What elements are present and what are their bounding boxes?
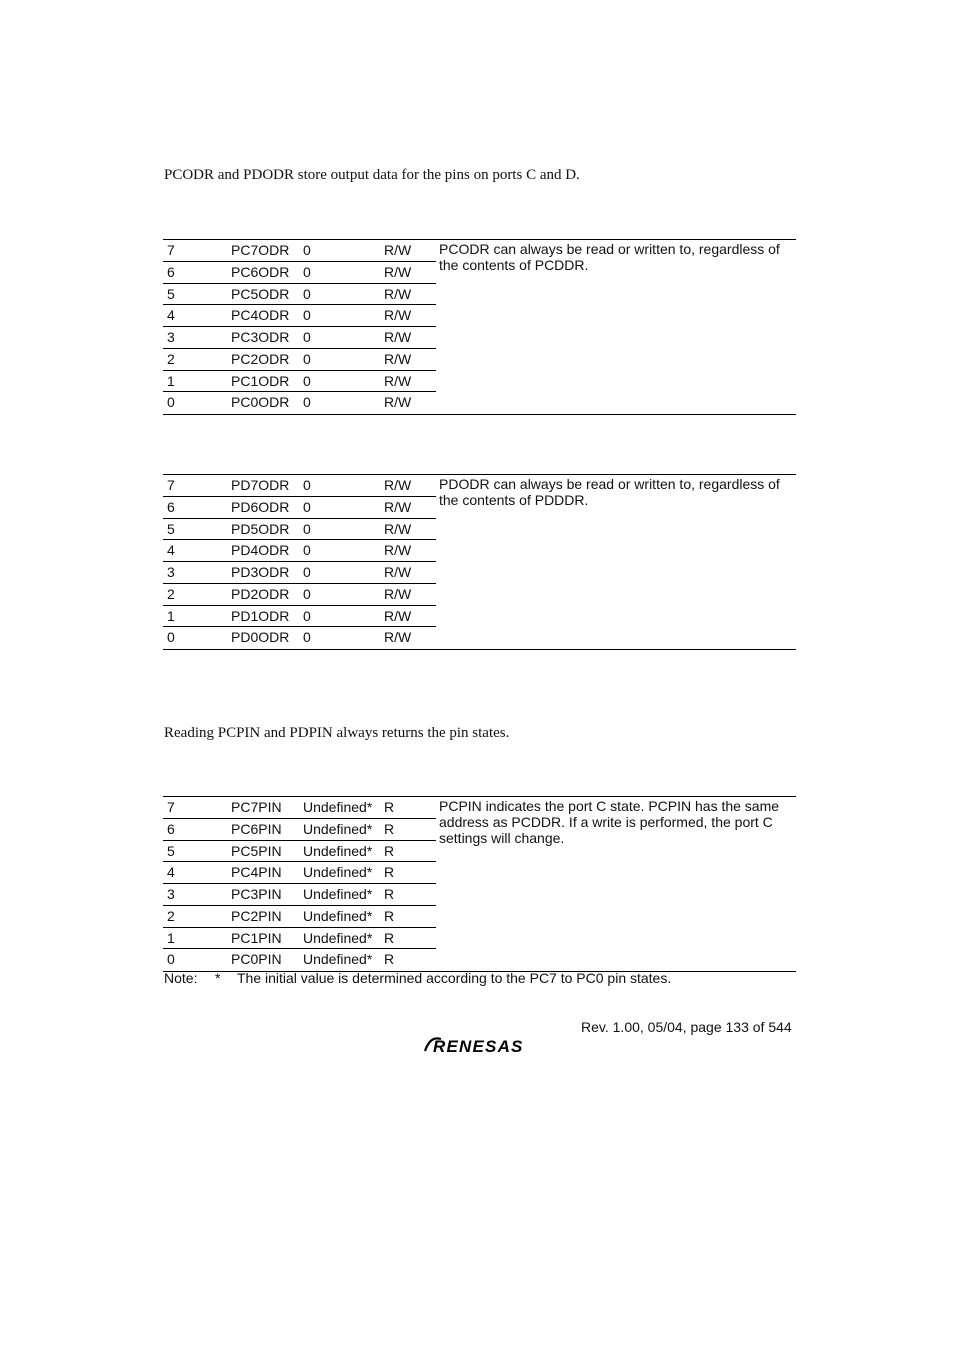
table-row xyxy=(163,519,796,541)
register-table-pcpin xyxy=(163,796,796,972)
initial-value: 0 xyxy=(303,350,311,367)
bit-number: 0 xyxy=(167,951,175,968)
table-row xyxy=(163,884,796,906)
table-row xyxy=(163,906,796,928)
table-row xyxy=(163,240,796,262)
bit-number: 2 xyxy=(167,350,175,367)
initial-value: 0 xyxy=(303,629,311,646)
register-table-pdodr xyxy=(163,474,796,650)
bit-number: 4 xyxy=(167,307,175,324)
initial-value: 0 xyxy=(303,542,311,559)
table-row xyxy=(163,284,796,306)
read-write: R/W xyxy=(384,307,412,324)
bit-number: 5 xyxy=(167,842,175,859)
bit-number: 6 xyxy=(167,498,175,515)
table-row xyxy=(163,392,796,414)
renesas-logo xyxy=(421,1033,543,1057)
bit-name: PD2ODR xyxy=(231,585,290,602)
read-write: R/W xyxy=(384,520,412,537)
bit-number: 3 xyxy=(167,886,175,902)
bit-name: PC0PIN xyxy=(231,951,282,968)
bit-number: 1 xyxy=(167,929,175,946)
bit-number: 5 xyxy=(167,285,175,302)
bit-number: 1 xyxy=(167,607,175,624)
read-write: R xyxy=(384,864,395,881)
initial-value: 0 xyxy=(303,520,311,537)
table-row xyxy=(163,584,796,606)
bit-name: PC4ODR xyxy=(231,307,290,324)
read-write: R/W xyxy=(384,542,412,559)
bit-name: PC2PIN xyxy=(231,907,282,924)
bit-number: 7 xyxy=(167,242,175,258)
table-row xyxy=(163,305,796,327)
note-asterisk: * xyxy=(215,970,221,986)
bit-name: PC5ODR xyxy=(231,285,290,302)
bit-number: 7 xyxy=(167,799,175,815)
table-row xyxy=(163,475,796,497)
initial-value: Undefined* xyxy=(303,929,373,946)
initial-value: 0 xyxy=(303,607,311,624)
logo-wordmark: RENESAS xyxy=(433,1037,524,1056)
bit-name: PC1ODR xyxy=(231,372,290,389)
initial-value: 0 xyxy=(303,498,311,515)
read-write: R/W xyxy=(384,350,412,367)
bit-number: 0 xyxy=(167,394,175,411)
table-row xyxy=(163,327,796,349)
table-row xyxy=(163,819,796,841)
bit-number: 3 xyxy=(167,564,175,580)
read-write: R xyxy=(384,886,395,902)
bit-name: PC1PIN xyxy=(231,929,282,946)
paragraph-pin-intro: Reading PCPIN and PDPIN always returns the pin states. xyxy=(164,725,510,741)
read-write: R/W xyxy=(384,329,412,345)
read-write: R/W xyxy=(384,372,412,389)
initial-value: 0 xyxy=(303,242,311,258)
table-row xyxy=(163,627,796,649)
bit-number: 6 xyxy=(167,263,175,280)
initial-value: Undefined* xyxy=(303,799,373,815)
initial-value: Undefined* xyxy=(303,886,373,902)
read-write: R xyxy=(384,842,395,859)
table-row xyxy=(163,371,796,393)
bit-name: PD1ODR xyxy=(231,607,290,624)
bit-number: 1 xyxy=(167,372,175,389)
read-write: R/W xyxy=(384,564,412,580)
initial-value: 0 xyxy=(303,285,311,302)
bit-number: 7 xyxy=(167,477,175,493)
initial-value: 0 xyxy=(303,394,311,411)
table-row xyxy=(163,497,796,519)
initial-value: 0 xyxy=(303,307,311,324)
bit-name: PC3PIN xyxy=(231,886,282,902)
initial-value: Undefined* xyxy=(303,842,373,859)
read-write: R/W xyxy=(384,285,412,302)
bit-name: PD7ODR xyxy=(231,477,290,493)
bit-number: 4 xyxy=(167,542,175,559)
bit-name: PC0ODR xyxy=(231,394,290,411)
read-write: R xyxy=(384,820,395,837)
note-text: The initial value is determined according to the PC7 to PC0 pin states. xyxy=(237,970,672,986)
table-row xyxy=(163,841,796,863)
bit-number: 0 xyxy=(167,629,175,646)
initial-value: Undefined* xyxy=(303,820,373,837)
bit-name: PD4ODR xyxy=(231,542,290,559)
table-row xyxy=(163,562,796,584)
bit-name: PD0ODR xyxy=(231,629,290,646)
read-write: R/W xyxy=(384,498,412,515)
initial-value: Undefined* xyxy=(303,907,373,924)
read-write: R/W xyxy=(384,629,412,646)
initial-value: 0 xyxy=(303,585,311,602)
read-write: R/W xyxy=(384,607,412,624)
bit-name: PC6ODR xyxy=(231,263,290,280)
initial-value: Undefined* xyxy=(303,864,373,881)
table-description: PDODR can always be read or written to, regardless of the contents of PDDDR. xyxy=(439,476,780,508)
bit-name: PC5PIN xyxy=(231,842,282,859)
table-row xyxy=(163,928,796,950)
table-description: PCODR can always be read or written to, regardless of the contents of PCDDR. xyxy=(439,241,780,273)
initial-value: Undefined* xyxy=(303,951,373,968)
table-row xyxy=(163,262,796,284)
bit-number: 4 xyxy=(167,864,175,881)
initial-value: 0 xyxy=(303,477,311,493)
bit-number: 5 xyxy=(167,520,175,537)
paragraph-odr-intro: PCODR and PDODR store output data for the pins on ports C and D. xyxy=(164,167,580,183)
table-row xyxy=(163,862,796,884)
initial-value: 0 xyxy=(303,263,311,280)
read-write: R xyxy=(384,951,395,968)
bit-name: PD5ODR xyxy=(231,520,290,537)
read-write: R xyxy=(384,907,395,924)
read-write: R/W xyxy=(384,263,412,280)
read-write: R/W xyxy=(384,394,412,411)
bit-name: PC2ODR xyxy=(231,350,290,367)
bit-number: 2 xyxy=(167,585,175,602)
initial-value: 0 xyxy=(303,329,311,345)
register-table-pcodr xyxy=(163,239,796,415)
table-row xyxy=(163,349,796,371)
bit-name: PC6PIN xyxy=(231,820,282,837)
note-label: Note: xyxy=(164,970,198,986)
table-row xyxy=(163,540,796,562)
table-description: PCPIN indicates the port C state. PCPIN has the same address as PCDDR. If a write is performed, the port C settings will change. xyxy=(439,798,780,846)
bit-name: PC3ODR xyxy=(231,329,290,345)
bit-number: 6 xyxy=(167,820,175,837)
read-write: R/W xyxy=(384,477,412,493)
table-row xyxy=(163,606,796,628)
initial-value: 0 xyxy=(303,372,311,389)
read-write: R/W xyxy=(384,585,412,602)
read-write: R xyxy=(384,929,395,946)
table-row xyxy=(163,797,796,819)
table-note xyxy=(164,970,672,986)
table-row xyxy=(163,949,796,971)
bit-name: PD3ODR xyxy=(231,564,290,580)
bit-name: PD6ODR xyxy=(231,498,290,515)
bit-name: PC7ODR xyxy=(231,242,290,258)
bit-number: 3 xyxy=(167,329,175,345)
page-footer-info: Rev. 1.00, 05/04, page 133 of 544 xyxy=(581,1019,792,1035)
bit-name: PC4PIN xyxy=(231,864,282,881)
read-write: R/W xyxy=(384,242,412,258)
bit-name: PC7PIN xyxy=(231,799,282,815)
bit-number: 2 xyxy=(167,907,175,924)
read-write: R xyxy=(384,799,395,815)
initial-value: 0 xyxy=(303,564,311,580)
